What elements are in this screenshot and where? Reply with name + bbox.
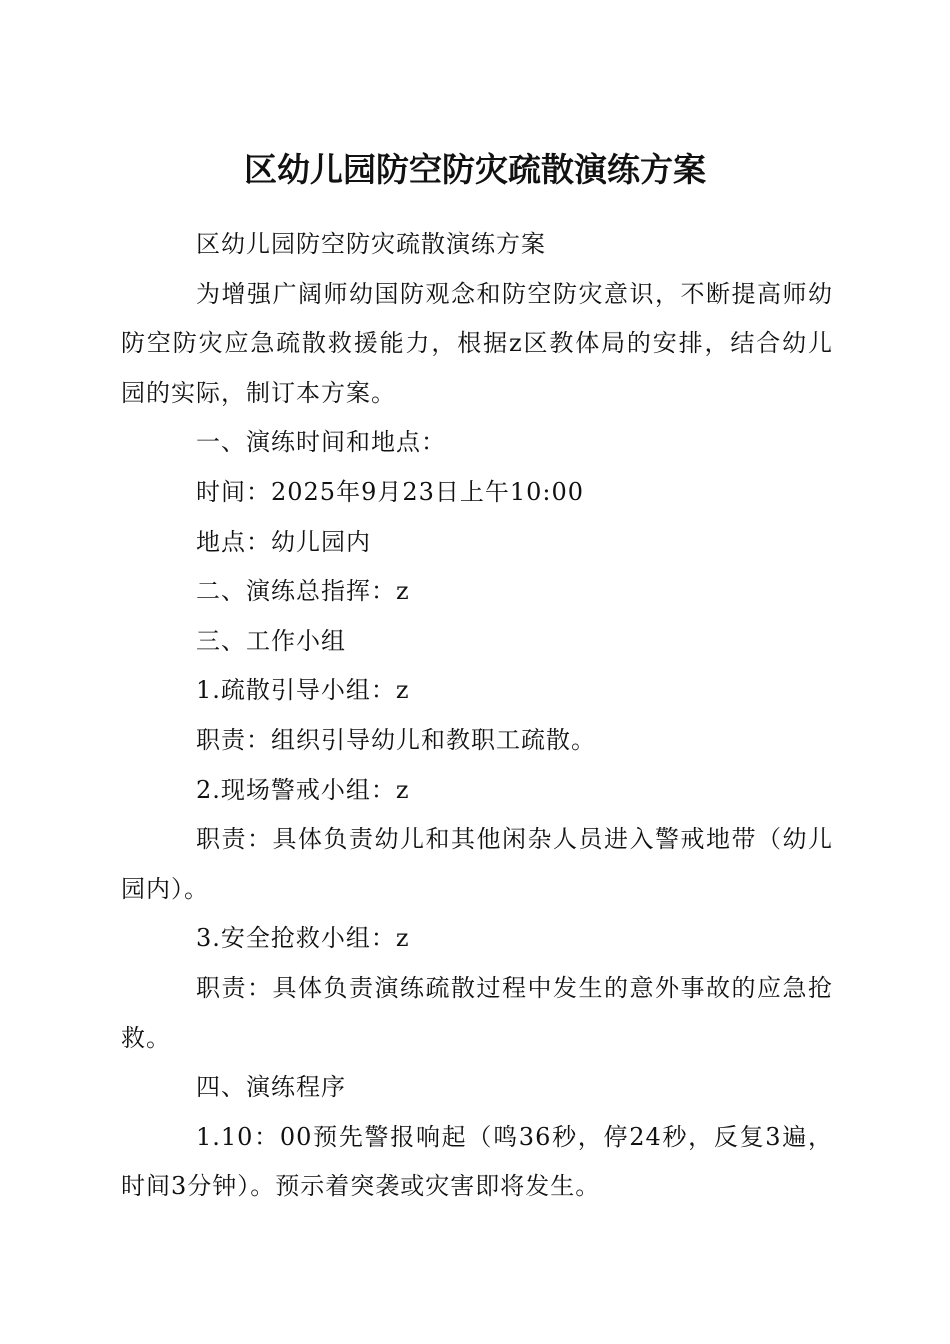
document-body bbox=[121, 220, 833, 1212]
paragraph-time: 时间：2025年9月23日上午10:00 bbox=[196, 477, 585, 506]
paragraph-procedure-step-1: 1.10：00预先警报响起（鸣36秒，停24秒，反复3遍，时间3分钟）。预示着突袭或灾害即将发生。 bbox=[121, 1122, 833, 1201]
section-heading-commander: 二、演练总指挥：z bbox=[196, 577, 410, 606]
paragraph-duty-rescue: 职责：具体负责演练疏散过程中发生的意外事故的应急抢救。 bbox=[121, 973, 833, 1052]
paragraph-group-rescue: 3.安全抢救小组：z bbox=[196, 924, 410, 953]
paragraph-intro: 为增强广阔师幼国防观念和防空防灾意识，不断提高师幼防空防灾应急疏散救援能力，根据z区教体局的安排，结合幼儿园的实际，制订本方案。 bbox=[121, 279, 833, 407]
paragraph-group-guard: 2.现场警戒小组：z bbox=[196, 775, 410, 804]
paragraph-place: 地点：幼儿园内 bbox=[196, 527, 371, 556]
paragraph-subtitle: 区幼儿园防空防灾疏散演练方案 bbox=[196, 230, 546, 258]
document-title: 区幼儿园防空防灾疏散演练方案 bbox=[244, 150, 706, 189]
paragraph-group-evacuation: 1.疏散引导小组：z bbox=[196, 676, 410, 705]
section-heading-procedure: 四、演练程序 bbox=[196, 1073, 346, 1102]
paragraph-duty-evacuation: 职责：组织引导幼儿和教职工疏散。 bbox=[196, 725, 596, 754]
paragraph-duty-guard: 职责：具体负责幼儿和其他闲杂人员进入警戒地带（幼儿园内）。 bbox=[121, 825, 833, 903]
section-heading-time-place: 一、演练时间和地点： bbox=[196, 428, 446, 457]
section-heading-work-groups: 三、工作小组 bbox=[196, 626, 346, 655]
